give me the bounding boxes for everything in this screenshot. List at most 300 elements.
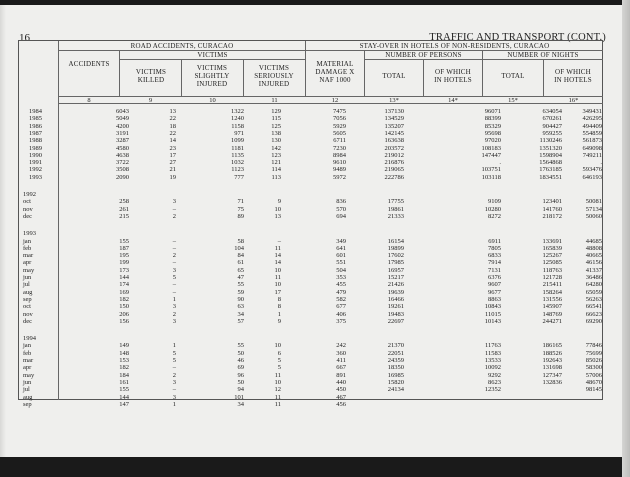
divider-slightly [243, 59, 244, 96]
table-cell: 56263 [585, 295, 602, 303]
table-cell: 182 [119, 364, 129, 372]
divider-persons [423, 59, 424, 96]
table-cell: 46 [237, 357, 244, 364]
table-cell: 23 [169, 144, 176, 152]
table-cell: 3 [172, 303, 176, 311]
table-cell: – [172, 205, 176, 213]
table-cell: 1240 [231, 115, 244, 123]
table-cell: 11015 [484, 310, 501, 318]
table-cell: 118763 [542, 266, 562, 274]
table-cell: 17 [274, 288, 281, 296]
row-label: mar [23, 252, 34, 260]
table-cell: 3 [172, 266, 176, 274]
col-number-14: 14* [448, 97, 458, 104]
table-cell: 4580 [116, 144, 129, 152]
table-cell: 959255 [542, 129, 562, 137]
table-cell: 5929 [333, 122, 346, 130]
table-cell: 98145 [585, 386, 602, 394]
table-cell: 7914 [488, 259, 501, 267]
table-cell: 15820 [387, 378, 404, 386]
table-cell: 64280 [585, 281, 602, 289]
table-cell: – [172, 386, 176, 394]
page-right-edge [622, 0, 630, 477]
table-cell: 65 [237, 266, 244, 274]
table-row [19, 213, 604, 221]
table-cell: 641 [336, 244, 346, 252]
table-cell: 50081 [585, 198, 602, 206]
table-cell: 22 [169, 129, 176, 137]
table-cell: 192643 [542, 357, 562, 364]
table-cell: 58300 [585, 364, 602, 372]
divider-killed [181, 59, 182, 96]
rule-victims [119, 59, 305, 60]
table-cell: 66541 [585, 303, 602, 311]
table-cell: 173 [119, 266, 129, 274]
table-cell: 96071 [484, 108, 501, 115]
table-cell: 55 [237, 281, 244, 289]
table-cell: 1135 [231, 151, 244, 159]
row-label: 1990 [29, 151, 42, 159]
header-stay-over: STAY-OVER IN HOTELS OF NON-RESIDENTS, CURACAO [359, 42, 550, 50]
table-cell: 131556 [542, 295, 562, 303]
table-cell: 16985 [387, 371, 404, 379]
table-cell: 69290 [585, 317, 602, 325]
table-cell: 360 [336, 349, 346, 357]
table-cell: 18350 [387, 364, 404, 372]
table-cell: 479 [336, 288, 346, 296]
table-cell: 17 [169, 151, 176, 159]
table-cell: 174 [119, 281, 129, 289]
table-cell: 570 [336, 205, 346, 213]
page-number: 16 [19, 32, 30, 44]
table-cell: 219065 [384, 166, 404, 174]
table-cell: 121728 [542, 274, 562, 281]
table-cell: 84 [237, 252, 244, 260]
row-label: sep [23, 295, 32, 303]
table-cell: 103118 [481, 173, 501, 181]
table-cell: – [172, 259, 176, 267]
table-cell: 1 [172, 400, 176, 408]
table-cell: 156 [119, 317, 129, 325]
table-cell: 677 [336, 303, 346, 311]
table-cell: 17602 [387, 252, 404, 260]
table-cell: 50 [237, 349, 244, 357]
table-cell: 115 [271, 115, 281, 123]
table-cell: 57 [237, 317, 244, 325]
table-cell: 8 [277, 303, 281, 311]
table-cell: 971 [234, 129, 244, 137]
table-cell: 104 [234, 244, 244, 252]
table-cell: 2 [172, 212, 176, 220]
table-cell: 138 [271, 129, 281, 137]
table-cell: 95698 [484, 129, 501, 137]
row-label: 1986 [29, 122, 42, 130]
table-cell: 55 [237, 342, 244, 350]
table-cell: 5 [172, 274, 176, 281]
table-cell: 90 [237, 295, 244, 303]
table-cell: – [172, 288, 176, 296]
table-cell: – [172, 244, 176, 252]
table-cell: 44685 [585, 237, 602, 245]
table-cell: 7230 [333, 144, 346, 152]
table-cell: 150 [119, 303, 129, 311]
table-cell: 130 [271, 137, 281, 145]
year-group-label: 1992 [23, 191, 36, 198]
table-cell: 108183 [481, 144, 501, 152]
table-cell: 21333 [387, 212, 404, 220]
table-cell: 22051 [387, 349, 404, 357]
table-cell: 41337 [585, 266, 602, 274]
table-cell: 8623 [488, 378, 501, 386]
row-label: oct [23, 303, 31, 311]
table-cell: 155 [119, 237, 129, 245]
table-cell: 6 [277, 349, 281, 357]
table-cell: 187 [119, 244, 129, 252]
row-label: jan [23, 237, 31, 245]
table-cell: 61 [237, 259, 244, 267]
col-number-10: 10 [209, 97, 216, 104]
table-cell: 406 [336, 310, 346, 318]
table-cell: 132836 [542, 378, 562, 386]
table-cell: 9677 [488, 288, 501, 296]
table-cell: 634054 [542, 108, 562, 115]
table-cell: 456 [336, 400, 346, 408]
table-cell: 13533 [484, 357, 501, 364]
table-cell: 5 [277, 364, 281, 372]
table-cell: 3 [172, 317, 176, 325]
table-cell: 6833 [488, 252, 501, 260]
table-cell: 142145 [384, 129, 404, 137]
table-cell: 349431 [582, 108, 602, 115]
table-cell: 11 [274, 400, 281, 408]
row-label: jun [23, 378, 32, 386]
table-cell: 5 [172, 357, 176, 364]
table-cell: 11 [274, 274, 281, 281]
table-cell: 71 [237, 198, 244, 206]
row-label: may [23, 266, 35, 274]
table-cell: 601 [336, 252, 346, 260]
table-cell: 2090 [116, 173, 129, 181]
table-cell: 3722 [116, 159, 129, 167]
table-cell: 18 [169, 122, 176, 130]
table-cell: – [172, 237, 176, 245]
table-cell: 48808 [585, 244, 602, 252]
table-cell: 127347 [542, 371, 562, 379]
table-cell: 222786 [384, 173, 404, 181]
table-cell: 836 [336, 198, 346, 206]
table-cell: 121 [271, 159, 281, 167]
table-cell: 15217 [387, 274, 404, 281]
table-cell: 186165 [542, 342, 562, 350]
table-cell: 3287 [116, 137, 129, 145]
table-cell: 9 [277, 317, 281, 325]
table-cell: 5 [172, 349, 176, 357]
table-cell: 6043 [116, 108, 129, 115]
table-cell: 142 [271, 144, 281, 152]
table-cell: 153 [119, 357, 129, 364]
table-cell: – [172, 281, 176, 289]
row-label: may [23, 371, 35, 379]
table-cell: 582 [336, 295, 346, 303]
table-cell: 670261 [542, 115, 562, 123]
col-number-12: 12 [331, 97, 339, 104]
table-cell: 155 [119, 386, 129, 394]
table-cell: 467 [336, 393, 346, 401]
table-cell: 6711 [333, 137, 346, 145]
table-cell: 1 [172, 295, 176, 303]
table-cell: 10 [274, 205, 281, 213]
table-cell: 14 [274, 259, 281, 267]
table-cell: 215 [119, 212, 129, 220]
table-cell: 10 [274, 342, 281, 350]
table-cell: 13 [274, 212, 281, 220]
table-cell: 148 [119, 349, 129, 357]
row-label: 1993 [29, 173, 42, 181]
col-number-9: 9 [148, 97, 153, 104]
table-cell: 50060 [585, 212, 602, 220]
table-cell: 777 [234, 173, 244, 181]
table-cell: 69 [237, 364, 244, 372]
table-cell: 58 [237, 237, 244, 245]
table-cell: 40665 [585, 252, 602, 260]
row-label: dec [23, 212, 33, 220]
header-victims-slightly: VICTIMS SLIGHTLY INJURED [194, 64, 230, 88]
table-cell: 65059 [585, 288, 602, 296]
table-cell: 21370 [387, 342, 404, 350]
table-cell: 8863 [488, 295, 501, 303]
table-cell: 34 [237, 400, 244, 408]
table-cell: 10843 [484, 303, 501, 311]
table-cell: 8 [277, 295, 281, 303]
table-cell: 48670 [585, 378, 602, 386]
table-cell: 85329 [484, 122, 501, 130]
header-nights-total: TOTAL [501, 72, 525, 80]
header-persons-hotels: OF WHICH IN HOTELS [434, 68, 472, 84]
table-cell: 123 [271, 151, 281, 159]
table-cell: 3 [172, 393, 176, 401]
table-cell: 11 [274, 393, 281, 401]
table-cell: 21426 [387, 281, 404, 289]
row-label: 1985 [29, 115, 42, 123]
row-label: feb [23, 349, 32, 357]
table-cell: 22 [169, 115, 176, 123]
table-cell: 145907 [542, 303, 562, 311]
table-cell: 16466 [387, 295, 404, 303]
table-cell: 97020 [484, 137, 501, 145]
row-label: 1988 [29, 137, 42, 145]
table-cell: 1099 [231, 137, 244, 145]
table-cell: 1322 [231, 108, 244, 115]
row-label: aug [23, 393, 33, 401]
table-cell: 667 [336, 364, 346, 372]
table-cell: 10 [274, 281, 281, 289]
row-label: apr [23, 364, 32, 372]
col-number-11: 11 [271, 97, 278, 104]
table-cell: 242 [336, 342, 346, 350]
row-label: nov [23, 205, 33, 213]
table-cell: 123401 [542, 198, 562, 206]
table-cell: . [499, 159, 501, 167]
table-cell: 4638 [116, 151, 129, 159]
table-cell: 16957 [387, 266, 404, 274]
table-cell: 163638 [384, 137, 404, 145]
table-cell: 6911 [488, 237, 501, 245]
table-cell: 904427 [542, 122, 562, 130]
header-persons-total: TOTAL [382, 72, 406, 80]
table-cell: 10092 [484, 364, 501, 372]
header-number-of-persons: NUMBER OF PERSONS [385, 51, 462, 59]
table-cell: 450 [336, 386, 346, 394]
table-cell: 147 [119, 400, 129, 408]
table-cell: 46156 [585, 259, 602, 267]
header-victims-seriously: VICTIMS SERIOUSLY INJURED [254, 64, 294, 88]
table-cell: 147447 [481, 151, 501, 159]
table-cell: 440 [336, 378, 346, 386]
table-cell: 10 [274, 266, 281, 274]
table-cell: 694 [336, 212, 346, 220]
table-cell: 188526 [542, 349, 562, 357]
table-cell: 4200 [116, 122, 129, 130]
table-cell: 646193 [582, 173, 602, 181]
table-cell: 88399 [484, 115, 501, 123]
table-cell: 411 [336, 357, 346, 364]
table-cell: 89 [237, 212, 244, 220]
row-label: dec [23, 317, 33, 325]
table-cell: 593476 [582, 166, 602, 174]
table-cell: 27 [169, 159, 176, 167]
row-label: 1992 [29, 166, 42, 174]
table-cell: 3191 [116, 129, 129, 137]
table-cell: 9607 [488, 281, 501, 289]
table-cell: 34 [237, 310, 244, 318]
table-cell: 94 [237, 386, 244, 394]
table-cell: 125 [271, 122, 281, 130]
table-cell: 6376 [488, 274, 501, 281]
table-cell: 135207 [384, 122, 404, 130]
table-cell: 1 [172, 342, 176, 350]
table-cell: 129 [271, 108, 281, 115]
table-cell: 218172 [542, 212, 562, 220]
table-cell: 66623 [585, 310, 602, 318]
row-label: aug [23, 288, 33, 296]
table-cell: 1598904 [539, 151, 562, 159]
table-cell: 2 [172, 310, 176, 318]
row-label: 1984 [29, 108, 42, 115]
table-cell: 17755 [387, 198, 404, 206]
table-cell: 1564868 [539, 159, 562, 167]
table-cell: 8984 [333, 151, 346, 159]
table-cell: 244271 [542, 317, 562, 325]
table-cell: 5 [277, 357, 281, 364]
table-cell: 137130 [384, 108, 404, 115]
year-group-label: 1994 [23, 335, 36, 343]
table-cell: 9109 [488, 198, 501, 206]
table-cell: 5049 [116, 115, 129, 123]
col-number-15: 15* [508, 97, 518, 104]
table-cell: 11 [274, 244, 281, 252]
divider-nights [543, 59, 544, 96]
table-cell: 7131 [488, 266, 501, 274]
table-cell: 57134 [585, 205, 602, 213]
table-cell: 96 [237, 371, 244, 379]
table-cell: 182 [119, 295, 129, 303]
table-cell: 1130246 [539, 137, 562, 145]
table-cell: 203572 [384, 144, 404, 152]
table-cell: 165839 [542, 244, 562, 252]
table-cell: 10280 [484, 205, 501, 213]
table-cell: 75 [237, 205, 244, 213]
table-cell: 19861 [387, 205, 404, 213]
row-label: apr [23, 259, 32, 267]
header-nights-hotels: OF WHICH IN HOTELS [554, 68, 592, 84]
table-cell: 494409 [582, 122, 602, 130]
header-victims: VICTIMS [197, 51, 228, 59]
table-cell: 50 [237, 378, 244, 386]
table-cell: 169 [119, 288, 129, 296]
header-material-damage: MATERIAL DAMAGE X NAF 1000 [315, 60, 355, 84]
table-cell: 1123 [231, 166, 244, 174]
table-cell: 19483 [387, 310, 404, 318]
table-cell: 9489 [333, 166, 346, 174]
table-cell: 1181 [231, 144, 244, 152]
table-cell: 426295 [582, 115, 602, 123]
table-cell: 375 [336, 317, 346, 325]
table-cell: 24134 [387, 386, 404, 394]
table-cell: 131698 [542, 364, 562, 372]
table-cell: 16154 [387, 237, 404, 245]
table-cell: 649098 [582, 144, 602, 152]
table-cell: 148769 [542, 310, 562, 318]
statistics-table [18, 40, 603, 408]
table-cell: 891 [336, 371, 346, 379]
table-cell: 11763 [484, 342, 501, 350]
table-cell: 3 [172, 198, 176, 206]
table-cell: 12 [274, 386, 281, 394]
table-cell: 125267 [542, 252, 562, 260]
table-cell: 113 [271, 173, 281, 181]
table-cell: 551 [336, 259, 346, 267]
table-cell: 1763185 [539, 166, 562, 174]
table-cell: 85026 [585, 357, 602, 364]
table-cell: 7056 [333, 115, 346, 123]
table-cell: 149 [119, 342, 129, 350]
table-cell: 47 [237, 274, 244, 281]
table-cell: 5605 [333, 129, 346, 137]
rule-persons-nights [364, 59, 603, 60]
table-cell: 144 [119, 393, 129, 401]
table-cell: 9610 [333, 159, 346, 167]
table-cell: 57006 [585, 371, 602, 379]
table-cell: 125085 [542, 259, 562, 267]
table-cell: 11 [274, 371, 281, 379]
table-cell: 134529 [384, 115, 404, 123]
table-cell: 77846 [585, 342, 602, 350]
table-cell: 11583 [484, 349, 501, 357]
table-cell: 1032 [231, 159, 244, 167]
col-number-8: 8 [87, 97, 91, 104]
row-label: sep [23, 400, 32, 408]
table-cell: 219012 [384, 151, 404, 159]
header-accidents: ACCIDENTS [68, 60, 110, 68]
table-cell: 19899 [387, 244, 404, 252]
table-cell: 261 [119, 205, 129, 213]
table-cell: 13 [169, 108, 176, 115]
table-cell: 3508 [116, 166, 129, 174]
table-cell: 59 [237, 288, 244, 296]
table-cell: 9 [277, 198, 281, 206]
table-cell: 9292 [488, 371, 501, 379]
table-cell: 141760 [542, 205, 562, 213]
